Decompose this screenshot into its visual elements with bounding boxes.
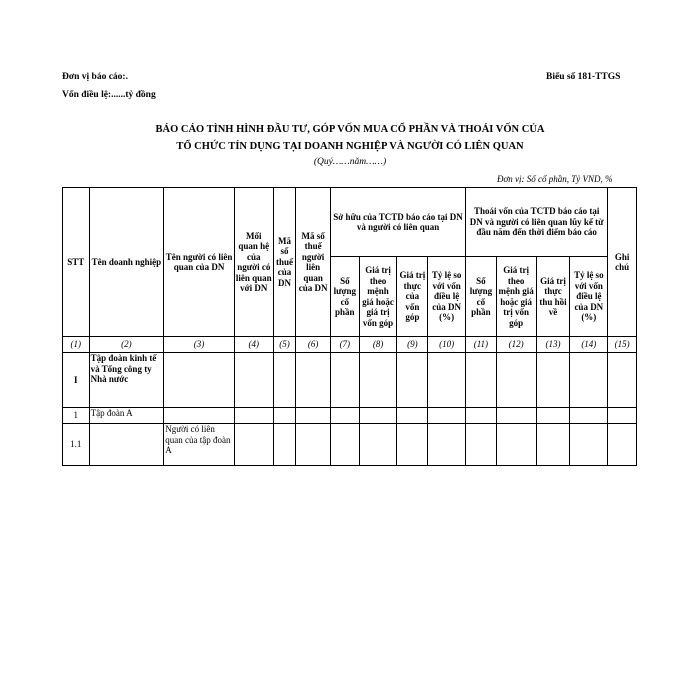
column-number: (11) [466, 337, 497, 353]
empty-cell [273, 408, 296, 424]
column-number: (3) [164, 337, 235, 353]
empty-cell [331, 408, 360, 424]
reporting-unit-label: Đơn vị báo cáo:. [62, 72, 128, 82]
report-table [62, 187, 637, 466]
empty-cell [496, 408, 536, 424]
sub-header-shares-divested: Số lượng cổ phần [466, 257, 497, 337]
empty-cell [466, 408, 497, 424]
empty-cell [296, 424, 331, 466]
sub-header-par-value: Giá trị theo mệnh giá hoặc giá trị vốn góp [359, 257, 397, 337]
column-number: (14) [570, 337, 608, 353]
column-number: (5) [273, 337, 296, 353]
empty-cell [608, 353, 637, 408]
column-number: (4) [234, 337, 273, 353]
row-stt: 1.1 [63, 424, 90, 466]
empty-cell [296, 408, 331, 424]
column-number: (8) [359, 337, 397, 353]
table-row [63, 353, 637, 408]
group-header-ownership: Sở hữu của TCTD báo cáo tại DN và người có liên quan [331, 188, 466, 257]
col-header-related-person: Tên người có liên quan của DN [164, 188, 235, 337]
column-number: (15) [608, 337, 637, 353]
empty-cell [536, 353, 570, 408]
sub-header-shares: Số lượng cổ phần [331, 257, 360, 337]
row-stt: 1 [63, 408, 90, 424]
empty-cell [428, 424, 466, 466]
col-header-tax-code-related: Mã số thuế người liên quan của DN [296, 188, 331, 337]
col-header-relationship: Mối quan hệ của người có liên quan với DN [234, 188, 273, 337]
units-note: Đơn vị: Số cổ phần, Tỷ VND, % [497, 174, 613, 184]
row-company [89, 424, 164, 466]
column-number: (1) [63, 337, 90, 353]
empty-cell [234, 353, 273, 408]
row-related-person: Người có liên quan của tập đoàn A [164, 424, 235, 466]
column-number: (13) [536, 337, 570, 353]
empty-cell [536, 408, 570, 424]
row-stt: I [63, 353, 90, 408]
row-related-person [164, 353, 235, 408]
empty-cell [359, 353, 397, 408]
row-company: Tập đoàn kinh tế và Tổng công ty Nhà nước [89, 353, 164, 408]
empty-cell [608, 408, 637, 424]
empty-cell [296, 353, 331, 408]
column-number: (7) [331, 337, 360, 353]
sub-header-ratio: Tỷ lệ so với vốn điều lệ của DN (%) [428, 257, 466, 337]
empty-cell [608, 424, 637, 466]
report-period: (Quý……năm……) [313, 157, 387, 167]
empty-cell [570, 408, 608, 424]
table-row [63, 424, 637, 466]
empty-cell [234, 408, 273, 424]
col-header-stt: STT [63, 188, 90, 337]
sub-header-ratio-divested: Tỷ lệ so với vốn điều lệ của DN (%) [570, 257, 608, 337]
empty-cell [359, 424, 397, 466]
empty-cell [397, 424, 428, 466]
empty-cell [331, 424, 360, 466]
empty-cell [570, 424, 608, 466]
col-header-tax-code-dn: Mã số thuế của DN [273, 188, 296, 337]
empty-cell [331, 353, 360, 408]
empty-cell [397, 408, 428, 424]
empty-cell [466, 353, 497, 408]
empty-cell [234, 424, 273, 466]
column-number: (6) [296, 337, 331, 353]
column-number: (10) [428, 337, 466, 353]
empty-cell [428, 353, 466, 408]
empty-cell [397, 353, 428, 408]
column-number: (9) [397, 337, 428, 353]
empty-cell [359, 408, 397, 424]
empty-cell [570, 353, 608, 408]
empty-cell [536, 424, 570, 466]
col-header-note: Ghi chú [608, 188, 637, 337]
empty-cell [496, 424, 536, 466]
report-title-line2: TỔ CHỨC TÍN DỤNG TẠI DOANH NGHIỆP VÀ NGƯỜI CÓ LIÊN QUAN [176, 141, 524, 152]
form-code: Biểu số 181-TTGS [546, 72, 621, 82]
row-company: Tập đoàn A [89, 408, 164, 424]
sub-header-actual-value: Giá trị thực của vốn góp [397, 257, 428, 337]
report-title-line1: BÁO CÁO TÌNH HÌNH ĐẦU TƯ, GÓP VỐN MUA CỔ PHẦN VÀ THOÁI VỐN CỦA [155, 124, 545, 135]
sub-header-par-value-divested: Giá trị theo mệnh giá hoặc giá trị vốn góp [496, 257, 536, 337]
empty-cell [496, 353, 536, 408]
empty-cell [273, 353, 296, 408]
column-number: (12) [496, 337, 536, 353]
empty-cell [273, 424, 296, 466]
empty-cell [428, 408, 466, 424]
row-related-person [164, 408, 235, 424]
column-number-row [63, 337, 637, 353]
header-row-1 [63, 188, 637, 257]
group-header-divestment: Thoái vốn của TCTD báo cáo tại DN và người có liên quan lũy kế từ đầu năm đến thời điểm báo cáo [466, 188, 608, 257]
empty-cell [466, 424, 497, 466]
sub-header-recovered-value: Giá trị thực thu hồi về [536, 257, 570, 337]
charter-capital-label: Vốn điều lệ:......tỷ đồng [62, 90, 156, 100]
col-header-company: Tên doanh nghiệp [89, 188, 164, 337]
column-number: (2) [89, 337, 164, 353]
table-row [63, 408, 637, 424]
